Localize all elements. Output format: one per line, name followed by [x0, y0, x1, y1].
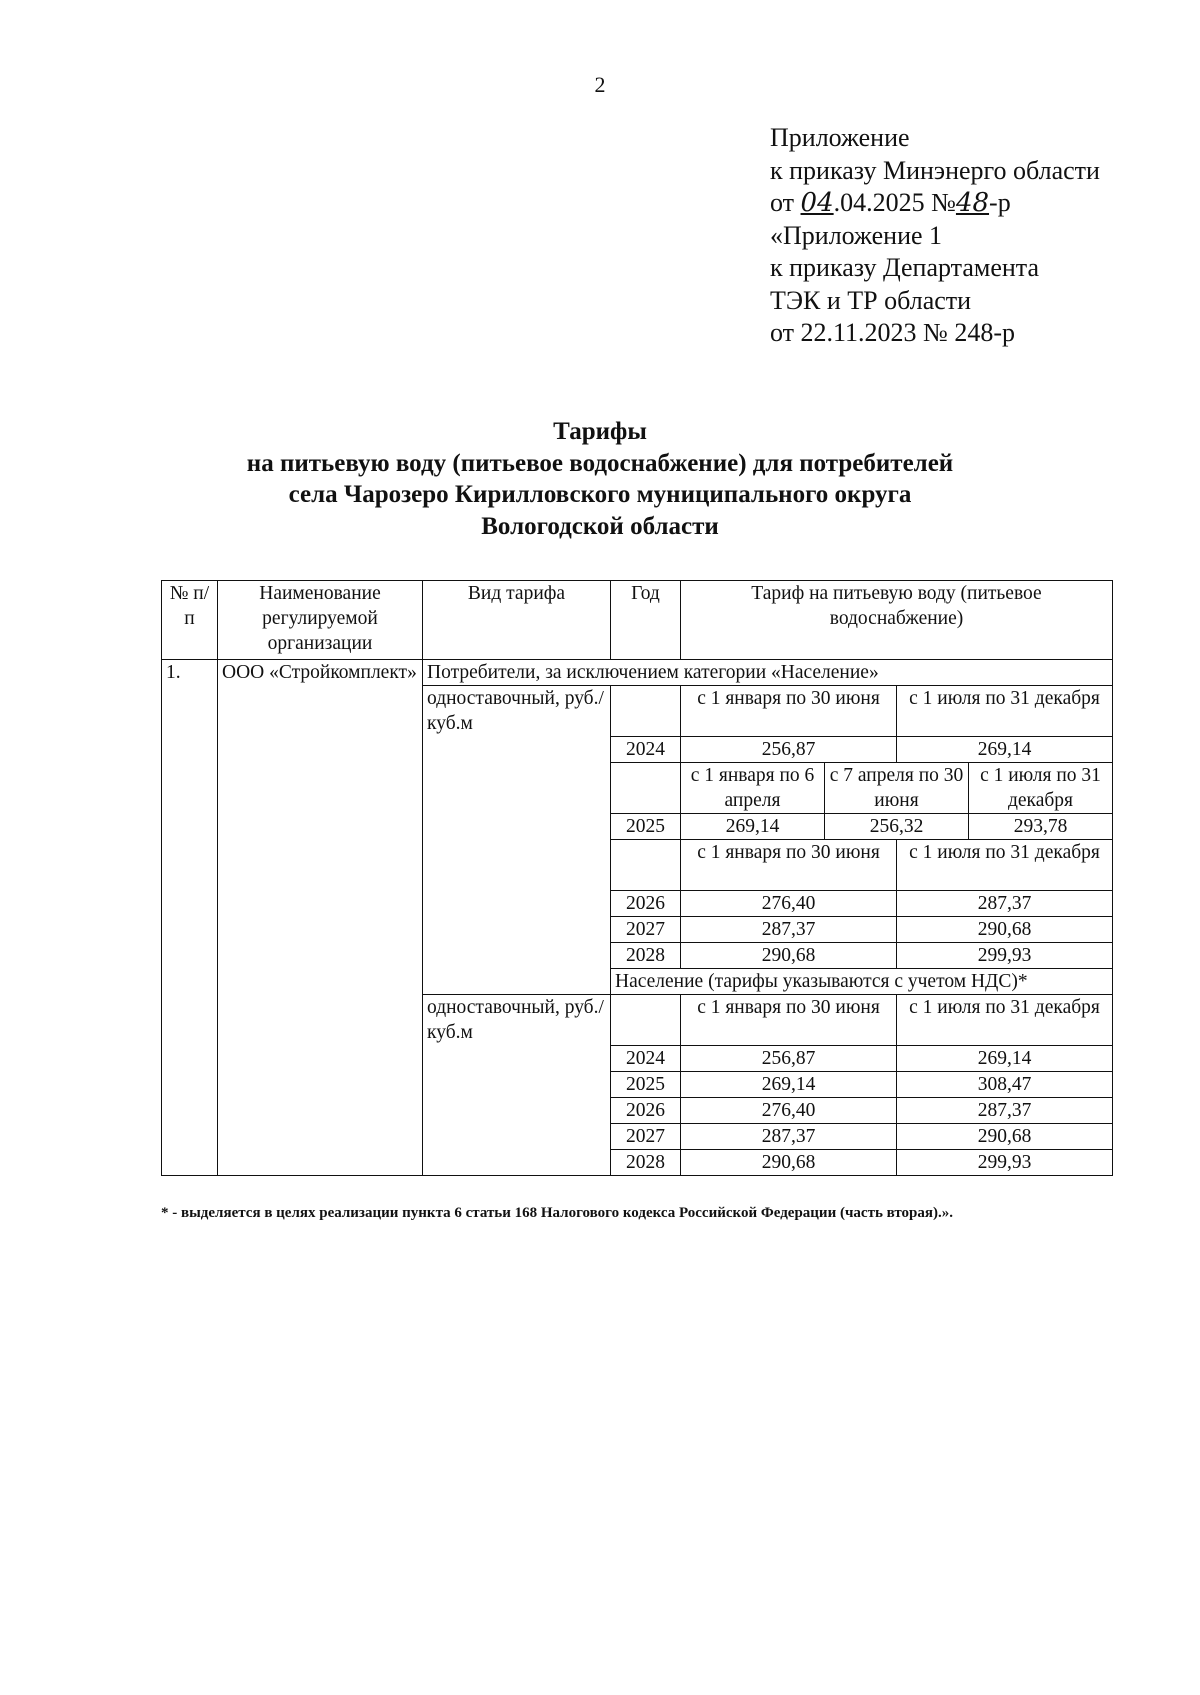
tariff-value: 287,37 [897, 891, 1113, 917]
section1-title: Потребители, за исключением категории «Население» [423, 660, 1113, 686]
appendix-date-middle: .04.2025 № [833, 188, 956, 217]
appendix-line-6: ТЭК и ТР области [770, 285, 972, 315]
tariff-value: 269,14 [897, 1046, 1113, 1072]
tariff-value: 299,93 [897, 1150, 1113, 1176]
handwritten-order-number: 48 [955, 188, 990, 218]
tariff-value: 269,14 [681, 1072, 897, 1098]
tariff-value: 287,37 [897, 1098, 1113, 1124]
period-cell: с 1 июля по 31 декабря [969, 763, 1113, 814]
section1-tariff-type: одноставочный, руб./куб.м [423, 686, 611, 995]
year-cell: 2027 [611, 1124, 681, 1150]
tariff-value: 276,40 [681, 891, 897, 917]
header-tariff: Тариф на питьевую воду (питьевое водоснабжение) [681, 581, 1113, 660]
document-title [0, 416, 1200, 542]
year-cell: 2024 [611, 1046, 681, 1072]
title-line-1: Тарифы [553, 418, 647, 445]
year-cell: 2026 [611, 891, 681, 917]
header-year: Год [611, 581, 681, 660]
year-cell-empty [611, 840, 681, 891]
year-cell: 2025 [611, 1072, 681, 1098]
appendix-line-4: «Приложение 1 [770, 220, 943, 250]
appendix-line-2: к приказу Минэнерго области [770, 155, 1100, 185]
title-line-2: на питьевую воду (питьевое водоснабжение) для потребителей [246, 449, 954, 477]
period-cell: с 1 июля по 31 декабря [897, 686, 1113, 737]
organization-name: ООО «Стройкомплект» [218, 660, 423, 1176]
page-number: 2 [594, 72, 606, 97]
section2-title: Население (тарифы указываются с учетом НДС)* [611, 969, 1113, 995]
appendix-line-1: Приложение [770, 123, 910, 152]
appendix-date-suffix: -р [989, 188, 1011, 217]
year-cell: 2028 [611, 943, 681, 969]
tariff-value: 293,78 [969, 814, 1113, 840]
appendix-line-3 [770, 187, 1100, 220]
period-cell: с 1 июля по 31 декабря [897, 995, 1113, 1046]
section1-title-row [162, 660, 1113, 686]
tariff-value: 290,68 [897, 1124, 1113, 1150]
period-cell: с 1 января по 30 июня [681, 686, 897, 737]
period-cell: с 1 января по 6 апреля [681, 763, 825, 814]
year-cell: 2026 [611, 1098, 681, 1124]
tariff-value: 290,68 [681, 943, 897, 969]
tariff-value: 269,14 [897, 737, 1113, 763]
tariff-value: 287,37 [681, 1124, 897, 1150]
year-cell: 2027 [611, 917, 681, 943]
tariff-value: 256,87 [681, 737, 897, 763]
year-cell: 2025 [611, 814, 681, 840]
tariff-value: 299,93 [897, 943, 1113, 969]
tariff-value: 256,87 [681, 1046, 897, 1072]
year-cell: 2024 [611, 737, 681, 763]
title-line-4: Вологодской области [481, 512, 719, 540]
appendix-line-5: к приказу Департамента [770, 253, 1040, 282]
title-line-3: села Чарозеро Кирилловского муниципального округа [288, 481, 912, 508]
row-number: 1. [162, 660, 218, 1176]
tariff-value: 290,68 [681, 1150, 897, 1176]
handwritten-day: 04 [800, 188, 834, 218]
table-header-row [162, 581, 1113, 660]
tariff-value: 290,68 [897, 917, 1113, 943]
tariff-value: 269,14 [681, 814, 825, 840]
tariff-value: 308,47 [897, 1072, 1113, 1098]
appendix-date-prefix: от [770, 188, 801, 217]
appendix-line-7: от 22.11.2023 № 248-р [770, 318, 1016, 347]
period-cell: с 1 января по 30 июня [681, 995, 897, 1046]
period-cell: с 1 января по 30 июня [681, 840, 897, 891]
tariff-value: 256,32 [825, 814, 969, 840]
year-cell-empty [611, 763, 681, 814]
header-org: Наименование регулируемой организации [218, 581, 423, 660]
period-cell: с 7 апреля по 30 июня [825, 763, 969, 814]
header-num: № п/п [162, 581, 218, 660]
section2-tariff-type: одноставочный, руб./куб.м [423, 995, 611, 1176]
appendix-block [770, 122, 1100, 350]
year-cell: 2028 [611, 1150, 681, 1176]
tariff-value: 276,40 [681, 1098, 897, 1124]
header-type: Вид тарифа [423, 581, 611, 660]
tariff-table [161, 580, 1113, 1176]
tariff-value: 287,37 [681, 917, 897, 943]
footnote: * - выделяется в целях реализации пункта 6 статьи 168 Налогового кодекса Российской Федерации (часть вторая).». [161, 1205, 953, 1221]
period-cell: с 1 июля по 31 декабря [897, 840, 1113, 891]
year-cell-empty [611, 995, 681, 1046]
year-cell-empty [611, 686, 681, 737]
